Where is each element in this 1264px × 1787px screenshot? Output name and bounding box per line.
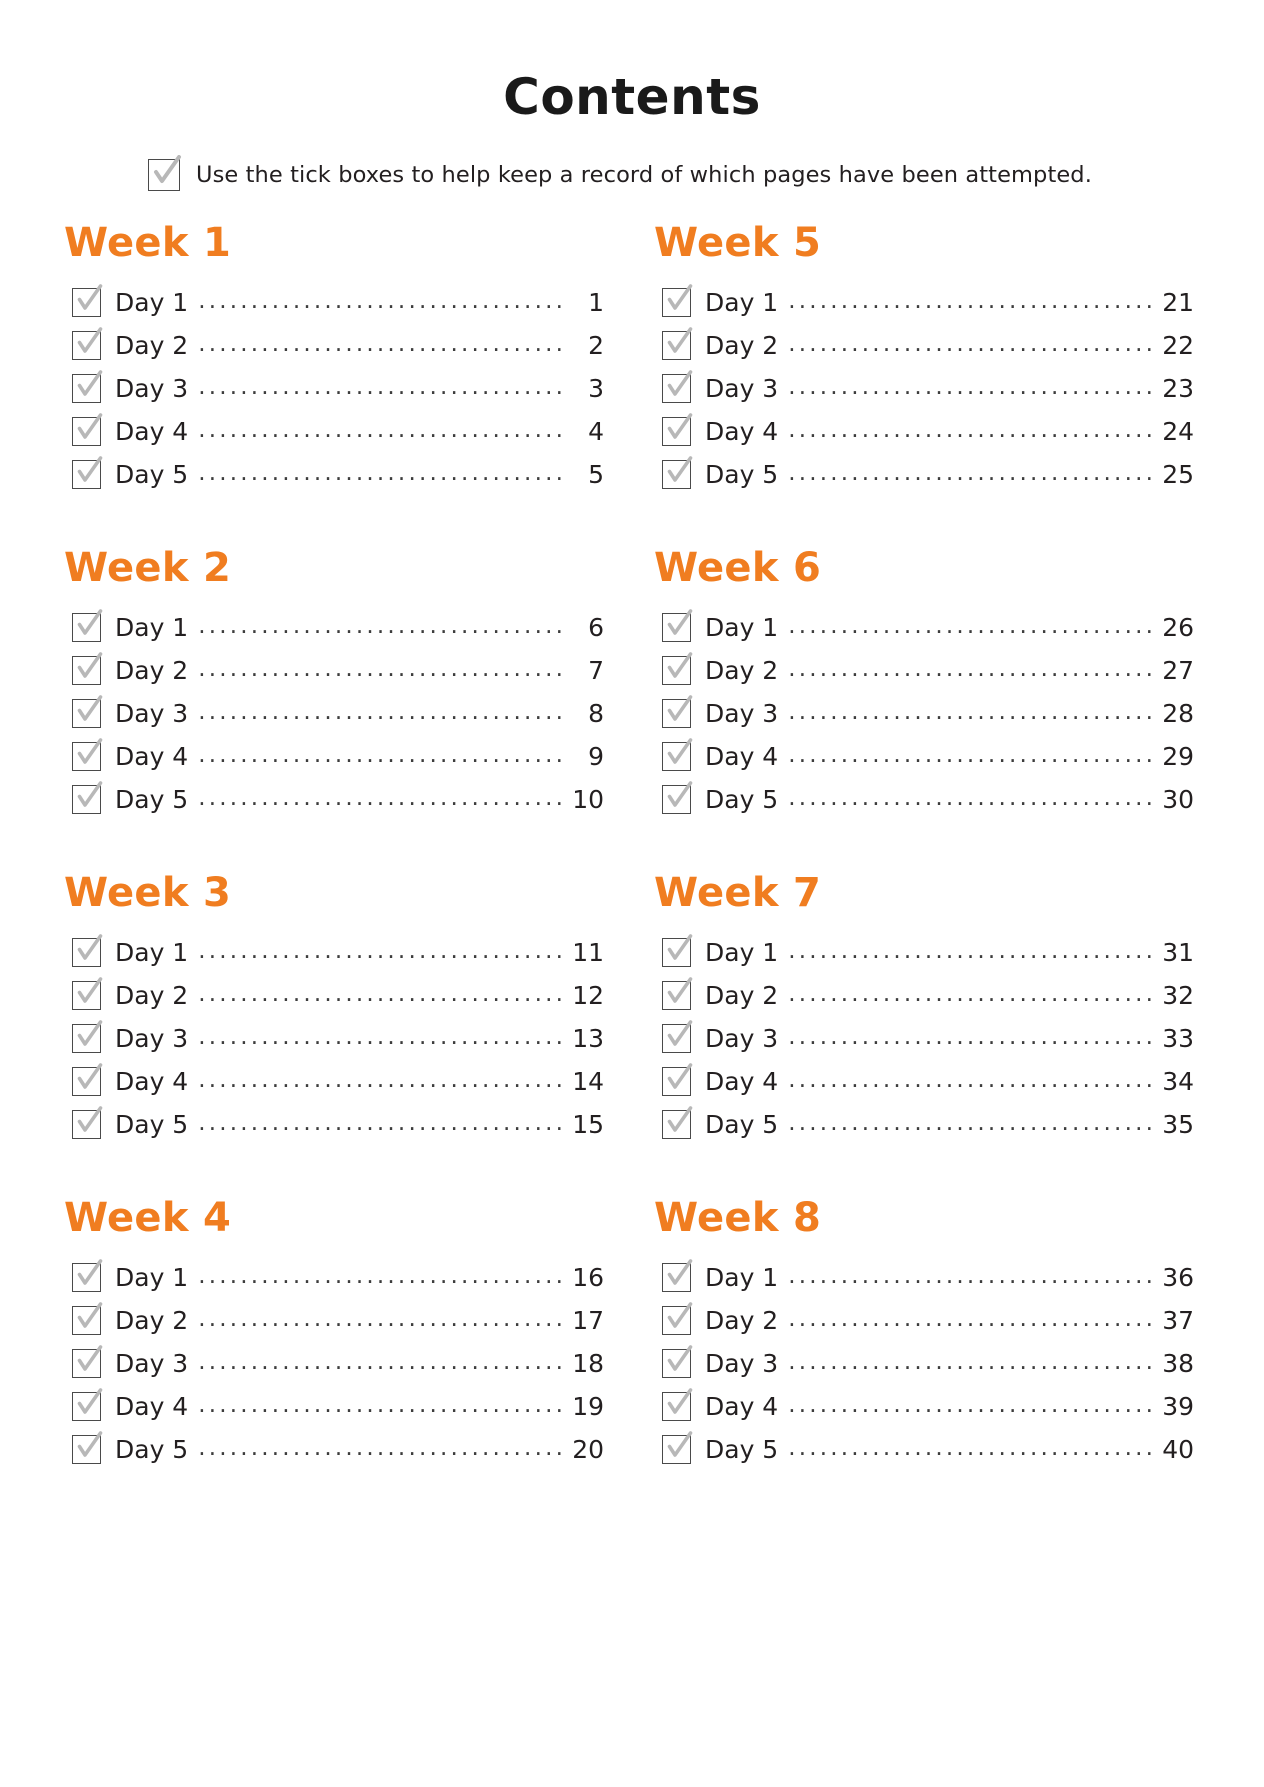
day-label: Day 5 (705, 460, 779, 489)
tick-box-icon[interactable] (662, 1349, 691, 1378)
page-number: 19 (572, 1392, 604, 1421)
week-block (654, 221, 1194, 496)
page-number: 37 (1162, 1306, 1194, 1335)
contents-day-row (654, 931, 1194, 974)
leader-dots (788, 376, 1154, 401)
leader-dots (198, 1308, 564, 1333)
leader-dots (788, 1394, 1154, 1419)
day-label: Day 4 (705, 742, 779, 771)
contents-day-row (64, 281, 604, 324)
contents-day-row (64, 410, 604, 453)
week-title: Week 5 (654, 220, 822, 266)
contents-day-row (64, 1017, 604, 1060)
tick-box-icon[interactable] (72, 742, 101, 771)
tick-box-icon[interactable] (72, 460, 101, 489)
tick-box-icon[interactable] (72, 699, 101, 728)
day-label: Day 4 (115, 417, 189, 446)
page-number: 25 (1162, 460, 1194, 489)
contents-day-row (654, 974, 1194, 1017)
tick-box-icon[interactable] (662, 374, 691, 403)
leader-dots (788, 462, 1154, 487)
tick-box-icon[interactable] (662, 1392, 691, 1421)
tick-box-icon[interactable] (72, 1263, 101, 1292)
page-number: 9 (588, 742, 604, 771)
page-number: 1 (588, 288, 604, 317)
contents-columns (64, 221, 1200, 1471)
leader-dots (788, 1112, 1154, 1137)
week-block (654, 546, 1194, 821)
leader-dots (198, 333, 564, 358)
leader-dots (198, 787, 564, 812)
week-title: Week 3 (64, 870, 232, 916)
page-number: 27 (1162, 656, 1194, 685)
leader-dots (788, 419, 1154, 444)
day-label: Day 3 (705, 1024, 779, 1053)
contents-day-row (64, 324, 604, 367)
page-number: 30 (1162, 785, 1194, 814)
week-block (64, 1196, 604, 1471)
page-number: 39 (1162, 1392, 1194, 1421)
contents-day-row (64, 1385, 604, 1428)
contents-day-row (654, 1299, 1194, 1342)
tick-box-icon[interactable] (72, 938, 101, 967)
page-number: 29 (1162, 742, 1194, 771)
day-label: Day 5 (705, 1435, 779, 1464)
week-block (654, 1196, 1194, 1471)
page-title: Contents (503, 68, 761, 126)
leader-dots (788, 940, 1154, 965)
page-number: 3 (588, 374, 604, 403)
leader-dots (198, 615, 564, 640)
day-label: Day 1 (705, 1263, 779, 1292)
tick-box-icon[interactable] (72, 417, 101, 446)
leader-dots (788, 1265, 1154, 1290)
day-label: Day 2 (705, 981, 779, 1010)
tick-box-icon[interactable] (662, 656, 691, 685)
page-number: 18 (572, 1349, 604, 1378)
leader-dots (788, 1026, 1154, 1051)
page-number: 12 (572, 981, 604, 1010)
contents-day-row (654, 1342, 1194, 1385)
leader-dots (198, 1026, 564, 1051)
leader-dots (198, 376, 564, 401)
contents-day-row (64, 1103, 604, 1146)
tick-box-icon[interactable] (72, 1067, 101, 1096)
contents-day-row (654, 281, 1194, 324)
page-number: 7 (588, 656, 604, 685)
intro-note (148, 159, 1200, 191)
tick-box-icon[interactable] (148, 159, 180, 191)
tick-box-icon[interactable] (662, 1263, 691, 1292)
tick-box-icon[interactable] (662, 613, 691, 642)
tick-box-icon[interactable] (662, 417, 691, 446)
tick-box-icon[interactable] (662, 938, 691, 967)
leader-dots (788, 983, 1154, 1008)
contents-day-row (64, 1299, 604, 1342)
page-number: 26 (1162, 613, 1194, 642)
contents-day-row (654, 1060, 1194, 1103)
day-label: Day 4 (705, 1392, 779, 1421)
tick-box-icon[interactable] (662, 1110, 691, 1139)
tick-box-icon[interactable] (662, 1435, 691, 1464)
day-label: Day 4 (115, 742, 189, 771)
tick-box-icon[interactable] (72, 1110, 101, 1139)
contents-column-right (654, 221, 1194, 1471)
leader-dots (198, 983, 564, 1008)
leader-dots (198, 658, 564, 683)
day-label: Day 1 (115, 613, 189, 642)
page-number: 22 (1162, 331, 1194, 360)
page-number: 20 (572, 1435, 604, 1464)
page-number: 4 (588, 417, 604, 446)
page-number: 28 (1162, 699, 1194, 728)
day-label: Day 3 (115, 1024, 189, 1053)
week-block (64, 221, 604, 496)
leader-dots (788, 1069, 1154, 1094)
leader-dots (198, 1112, 564, 1137)
contents-day-row (64, 649, 604, 692)
contents-day-row (654, 735, 1194, 778)
tick-box-icon[interactable] (662, 1067, 691, 1096)
contents-day-row (64, 735, 604, 778)
day-label: Day 5 (115, 1435, 189, 1464)
day-label: Day 5 (115, 460, 189, 489)
day-label: Day 5 (115, 1110, 189, 1139)
day-label: Day 4 (705, 417, 779, 446)
contents-day-row (64, 974, 604, 1017)
day-label: Day 1 (115, 1263, 189, 1292)
day-label: Day 2 (115, 1306, 189, 1335)
page-number: 38 (1162, 1349, 1194, 1378)
day-label: Day 3 (705, 699, 779, 728)
week-block (64, 546, 604, 821)
page-number: 32 (1162, 981, 1194, 1010)
page-number: 35 (1162, 1110, 1194, 1139)
leader-dots (198, 290, 564, 315)
day-label: Day 1 (115, 938, 189, 967)
contents-day-row (64, 1428, 604, 1471)
day-label: Day 1 (705, 288, 779, 317)
leader-dots (788, 1437, 1154, 1462)
page-number: 24 (1162, 417, 1194, 446)
leader-dots (198, 1394, 564, 1419)
tick-box-icon[interactable] (72, 981, 101, 1010)
tick-box-icon[interactable] (662, 981, 691, 1010)
contents-day-row (64, 367, 604, 410)
day-label: Day 4 (705, 1067, 779, 1096)
day-label: Day 1 (115, 288, 189, 317)
day-label: Day 2 (705, 656, 779, 685)
week-title: Week 2 (64, 545, 232, 591)
contents-day-row (654, 606, 1194, 649)
week-block (64, 871, 604, 1146)
leader-dots (788, 290, 1154, 315)
contents-day-row (64, 453, 604, 496)
contents-day-row (654, 1256, 1194, 1299)
day-label: Day 5 (705, 785, 779, 814)
page-number: 15 (572, 1110, 604, 1139)
contents-day-row (64, 931, 604, 974)
page-number: 11 (572, 938, 604, 967)
page-number: 17 (572, 1306, 604, 1335)
tick-box-icon[interactable] (72, 288, 101, 317)
day-label: Day 2 (115, 981, 189, 1010)
contents-column-left (64, 221, 604, 1471)
day-label: Day 2 (705, 331, 779, 360)
day-label: Day 4 (115, 1392, 189, 1421)
leader-dots (788, 701, 1154, 726)
intro-note-text: Use the tick boxes to help keep a record of which pages have been attempted. (196, 162, 1092, 188)
day-label: Day 4 (115, 1067, 189, 1096)
page-number: 16 (572, 1263, 604, 1292)
tick-box-icon[interactable] (72, 785, 101, 814)
leader-dots (788, 615, 1154, 640)
contents-day-row (64, 692, 604, 735)
tick-box-icon[interactable] (662, 742, 691, 771)
day-label: Day 3 (115, 699, 189, 728)
contents-day-row (654, 1385, 1194, 1428)
contents-day-row (64, 1256, 604, 1299)
page-number: 36 (1162, 1263, 1194, 1292)
week-title: Week 4 (64, 1195, 232, 1241)
page-number: 5 (588, 460, 604, 489)
tick-box-icon[interactable] (72, 656, 101, 685)
tick-box-icon[interactable] (662, 331, 691, 360)
page-number: 10 (572, 785, 604, 814)
leader-dots (198, 744, 564, 769)
tick-box-icon[interactable] (662, 460, 691, 489)
page-number: 23 (1162, 374, 1194, 403)
day-label: Day 1 (705, 613, 779, 642)
day-label: Day 2 (115, 331, 189, 360)
week-block (654, 871, 1194, 1146)
leader-dots (788, 1351, 1154, 1376)
page-number: 33 (1162, 1024, 1194, 1053)
leader-dots (788, 333, 1154, 358)
tick-box-icon[interactable] (72, 1306, 101, 1335)
leader-dots (198, 419, 564, 444)
leader-dots (198, 1265, 564, 1290)
week-title: Week 7 (654, 870, 822, 916)
week-title: Week 6 (654, 545, 822, 591)
day-label: Day 1 (705, 938, 779, 967)
tick-box-icon[interactable] (662, 1024, 691, 1053)
page-number: 2 (588, 331, 604, 360)
tick-box-icon[interactable] (72, 1392, 101, 1421)
page-number: 14 (572, 1067, 604, 1096)
day-label: Day 2 (705, 1306, 779, 1335)
day-label: Day 2 (115, 656, 189, 685)
contents-day-row (654, 778, 1194, 821)
leader-dots (788, 658, 1154, 683)
tick-box-icon[interactable] (662, 1306, 691, 1335)
page-number: 34 (1162, 1067, 1194, 1096)
tick-box-icon[interactable] (662, 785, 691, 814)
leader-dots (198, 1069, 564, 1094)
week-title: Week 1 (64, 220, 232, 266)
day-label: Day 5 (705, 1110, 779, 1139)
tick-box-icon[interactable] (72, 613, 101, 642)
leader-dots (198, 1351, 564, 1376)
tick-box-icon[interactable] (72, 1435, 101, 1464)
leader-dots (788, 744, 1154, 769)
leader-dots (198, 701, 564, 726)
page-number: 21 (1162, 288, 1194, 317)
week-title: Week 8 (654, 1195, 822, 1241)
leader-dots (788, 1308, 1154, 1333)
day-label: Day 3 (705, 1349, 779, 1378)
tick-box-icon[interactable] (72, 374, 101, 403)
leader-dots (198, 1437, 564, 1462)
leader-dots (788, 787, 1154, 812)
contents-day-row (654, 649, 1194, 692)
page-number: 8 (588, 699, 604, 728)
day-label: Day 3 (115, 374, 189, 403)
leader-dots (198, 940, 564, 965)
contents-day-row (64, 1342, 604, 1385)
day-label: Day 3 (115, 1349, 189, 1378)
contents-day-row (654, 324, 1194, 367)
day-label: Day 3 (705, 374, 779, 403)
page-number: 6 (588, 613, 604, 642)
page-number: 31 (1162, 938, 1194, 967)
contents-day-row (64, 778, 604, 821)
contents-day-row (654, 367, 1194, 410)
contents-day-row (654, 1428, 1194, 1471)
contents-day-row (654, 453, 1194, 496)
page-number: 13 (572, 1024, 604, 1053)
contents-day-row (654, 1103, 1194, 1146)
leader-dots (198, 462, 564, 487)
day-label: Day 5 (115, 785, 189, 814)
tick-box-icon[interactable] (72, 1349, 101, 1378)
contents-day-row (654, 1017, 1194, 1060)
contents-day-row (64, 1060, 604, 1103)
tick-box-icon[interactable] (662, 699, 691, 728)
contents-day-row (654, 410, 1194, 453)
tick-box-icon[interactable] (662, 288, 691, 317)
tick-box-icon[interactable] (72, 1024, 101, 1053)
contents-day-row (64, 606, 604, 649)
contents-day-row (654, 692, 1194, 735)
tick-box-icon[interactable] (72, 331, 101, 360)
page-number: 40 (1162, 1435, 1194, 1464)
